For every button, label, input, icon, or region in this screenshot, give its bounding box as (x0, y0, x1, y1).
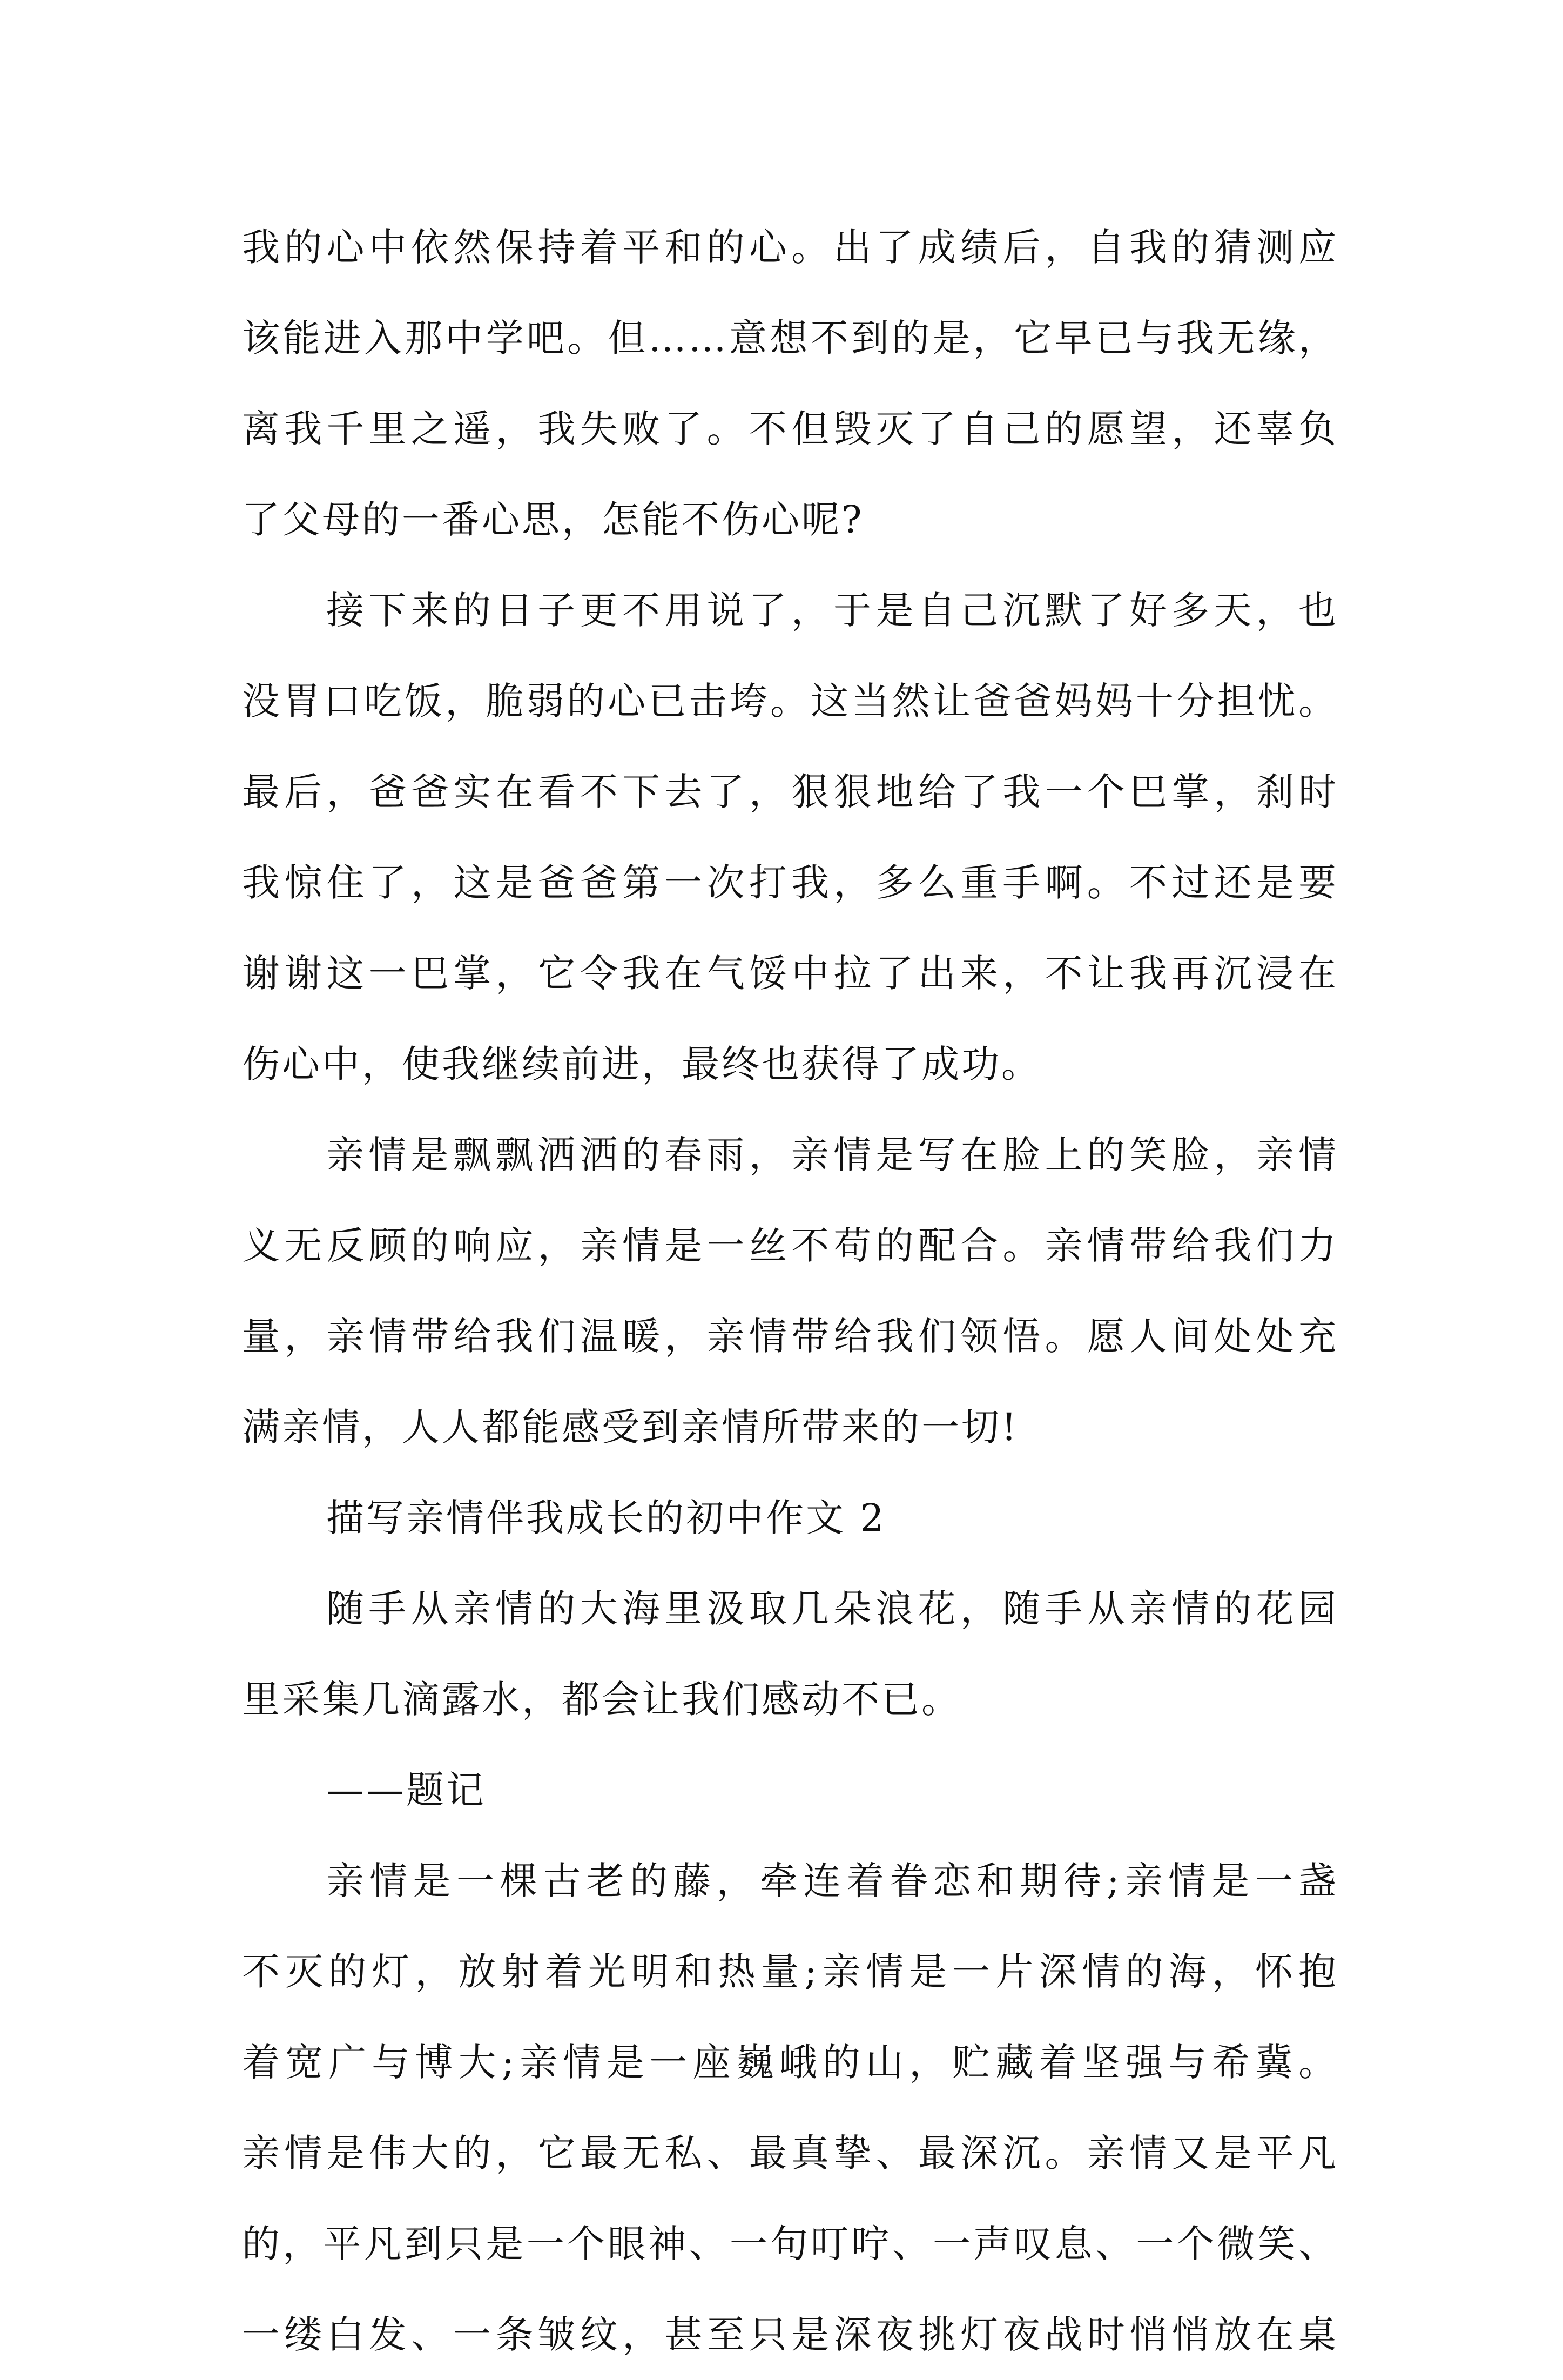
text-line: 我的心中依然保持着平和的心。出了成绩后，自我的猜测应 (242, 225, 1338, 270)
text-line: 我惊住了，这是爸爸第一次打我，多么重手啊。不过还是要 (242, 860, 1338, 905)
text-line: 该能进入那中学吧。但……意想不到的是，它早已与我无缘， (242, 316, 1338, 360)
epigraph-attribution: ——题记 (326, 1768, 486, 1812)
text-line: 伤心中，使我继续前进，最终也获得了成功。 (242, 1042, 1041, 1086)
text-line: 着宽广与博大;亲情是一座巍峨的山，贮藏着坚强与希冀。 (242, 2040, 1338, 2085)
text-line: 里采集几滴露水，都会让我们感动不已。 (242, 1677, 961, 1722)
paragraph-first-line: 接下来的日子更不用说了，于是自己沉默了好多天，也 (326, 588, 1338, 633)
text-line: 了父母的一番心思，怎能不伤心呢? (242, 497, 864, 542)
text-line: 离我千里之遥，我失败了。不但毁灭了自己的愿望，还辜负 (242, 407, 1338, 451)
text-line: 的，平凡到只是一个眼神、一句叮咛、一声叹息、一个微笑、 (242, 2222, 1338, 2266)
text-line: 不灭的灯，放射着光明和热量;亲情是一片深情的海，怀抱 (242, 1949, 1338, 1994)
text-line: 没胃口吃饭，脆弱的心已击垮。这当然让爸爸妈妈十分担忧。 (242, 679, 1338, 723)
essay-body (242, 202, 1338, 2380)
text-line: 最后，爸爸实在看不下去了，狠狠地给了我一个巴掌，刹时 (242, 770, 1338, 814)
text-line: 亲情是伟大的，它最无私、最真挚、最深沉。亲情又是平凡 (242, 2131, 1338, 2175)
text-line: 谢谢这一巴掌，它令我在气馁中拉了出来，不让我再沉浸在 (242, 951, 1338, 996)
text-line: 量，亲情带给我们温暖，亲情带给我们领悟。愿人间处处充 (242, 1314, 1338, 1359)
essay-heading: 描写亲情伴我成长的初中作文 2 (326, 1496, 886, 1540)
paragraph-first-line: 亲情是一棵古老的藤，牵连着眷恋和期待;亲情是一盏 (326, 1859, 1338, 1903)
text-line: 义无反顾的响应，亲情是一丝不苟的配合。亲情带给我们力 (242, 1223, 1338, 1268)
paragraph-first-line: 亲情是飘飘洒洒的春雨，亲情是写在脸上的笑脸，亲情 (326, 1133, 1338, 1177)
paragraph-first-line: 随手从亲情的大海里汲取几朵浪花，随手从亲情的花园 (326, 1586, 1338, 1631)
text-line: 满亲情，人人都能感受到亲情所带来的一切! (242, 1405, 1019, 1449)
text-line: 一缕白发、一条皱纹，甚至只是深夜挑灯夜战时悄悄放在桌 (242, 2312, 1338, 2357)
